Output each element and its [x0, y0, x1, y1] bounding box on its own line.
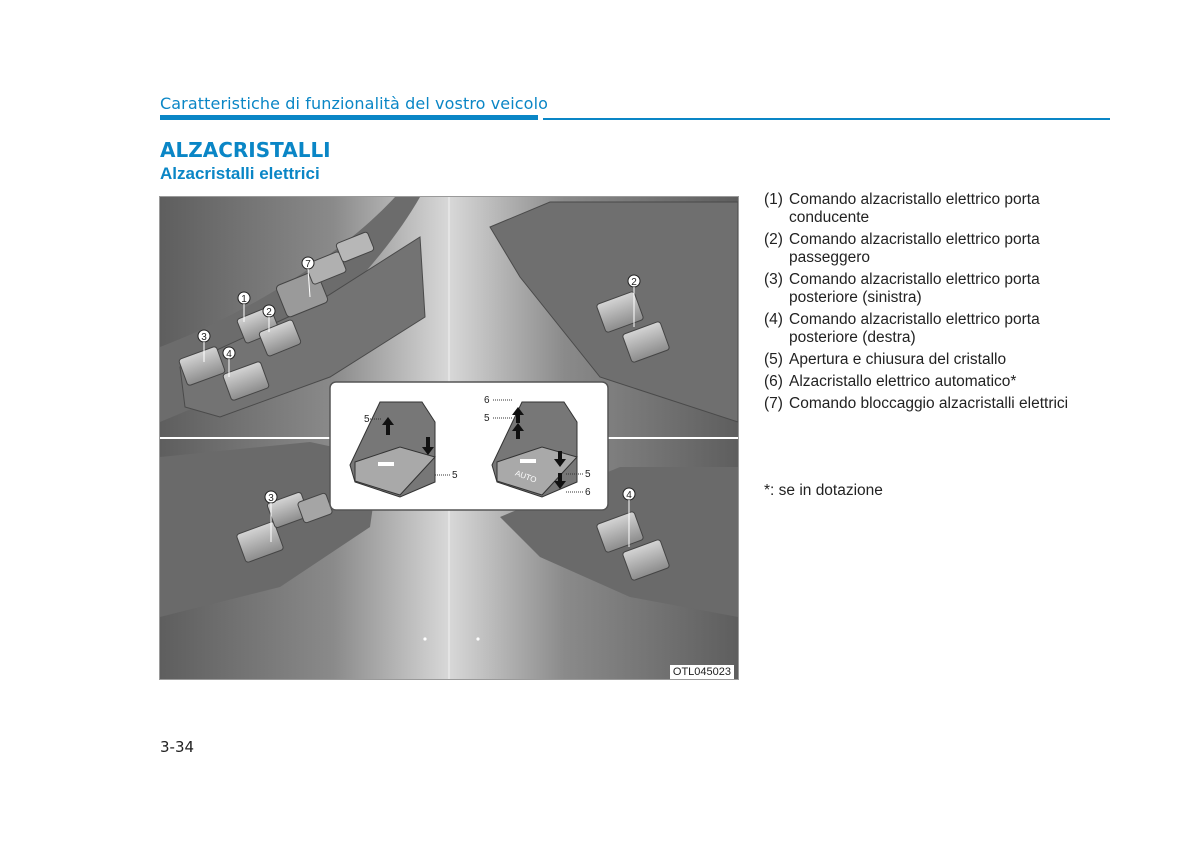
legend-item — [764, 271, 1094, 307]
legend-item — [764, 231, 1094, 267]
legend-number: (7) — [764, 395, 783, 412]
legend-text: Comando alzacristallo elettrico porta posteriore (sinistra) — [789, 271, 1040, 306]
svg-text:3: 3 — [268, 493, 274, 504]
svg-text:5: 5 — [452, 470, 458, 481]
figure-dot — [476, 637, 479, 640]
svg-text:2: 2 — [631, 277, 637, 288]
legend-number: (5) — [764, 351, 783, 368]
legend-text: Alzacristallo elettrico automatico* — [789, 373, 1017, 390]
legend-text: Comando alzacristallo elettrico porta posteriore (destra) — [789, 311, 1040, 346]
page-number: 3-34 — [160, 738, 195, 756]
svg-text:4: 4 — [226, 349, 232, 360]
header-rule-thick — [160, 115, 538, 120]
svg-text:3: 3 — [201, 332, 207, 343]
svg-text:5: 5 — [364, 414, 370, 425]
svg-text:5: 5 — [585, 469, 591, 480]
legend-text: Comando alzacristallo elettrico porta conducente — [789, 191, 1040, 226]
chapter-title: Caratteristiche di funzionalità del vostro veicolo — [160, 94, 549, 113]
legend-item — [764, 373, 1094, 391]
legend-number: (4) — [764, 311, 783, 328]
legend-item — [764, 191, 1094, 227]
svg-text:6: 6 — [585, 487, 591, 498]
legend-text: Comando alzacristallo elettrico porta passeggero — [789, 231, 1040, 266]
svg-text:6: 6 — [484, 395, 490, 406]
section-title: ALZACRISTALLI — [160, 138, 331, 162]
legend-number: (3) — [764, 271, 783, 288]
legend-item — [764, 395, 1094, 413]
legend-number: (2) — [764, 231, 783, 248]
legend-list — [764, 191, 1094, 417]
window-switch-illustration — [159, 196, 739, 680]
legend-number: (1) — [764, 191, 783, 208]
svg-text:5: 5 — [484, 413, 490, 424]
legend-item — [764, 351, 1094, 369]
switch-operation-inset — [330, 382, 608, 510]
svg-text:AUTO: AUTO — [513, 468, 538, 485]
subsection-title: Alzacristalli elettrici — [160, 164, 320, 183]
svg-text:1: 1 — [241, 294, 247, 305]
legend-text: Apertura e chiusura del cristallo — [789, 351, 1007, 368]
figure-code: OTL045023 — [670, 665, 734, 679]
footnote: *: se in dotazione — [764, 482, 883, 499]
header-rule-thin — [543, 118, 1110, 120]
legend-number: (6) — [764, 373, 783, 390]
figure-dot — [423, 637, 426, 640]
svg-text:7: 7 — [305, 259, 311, 270]
svg-text:2: 2 — [266, 307, 272, 318]
svg-text:4: 4 — [626, 490, 632, 501]
legend-text: Comando bloccaggio alzacristalli elettrici — [789, 395, 1069, 412]
legend-item — [764, 311, 1094, 347]
